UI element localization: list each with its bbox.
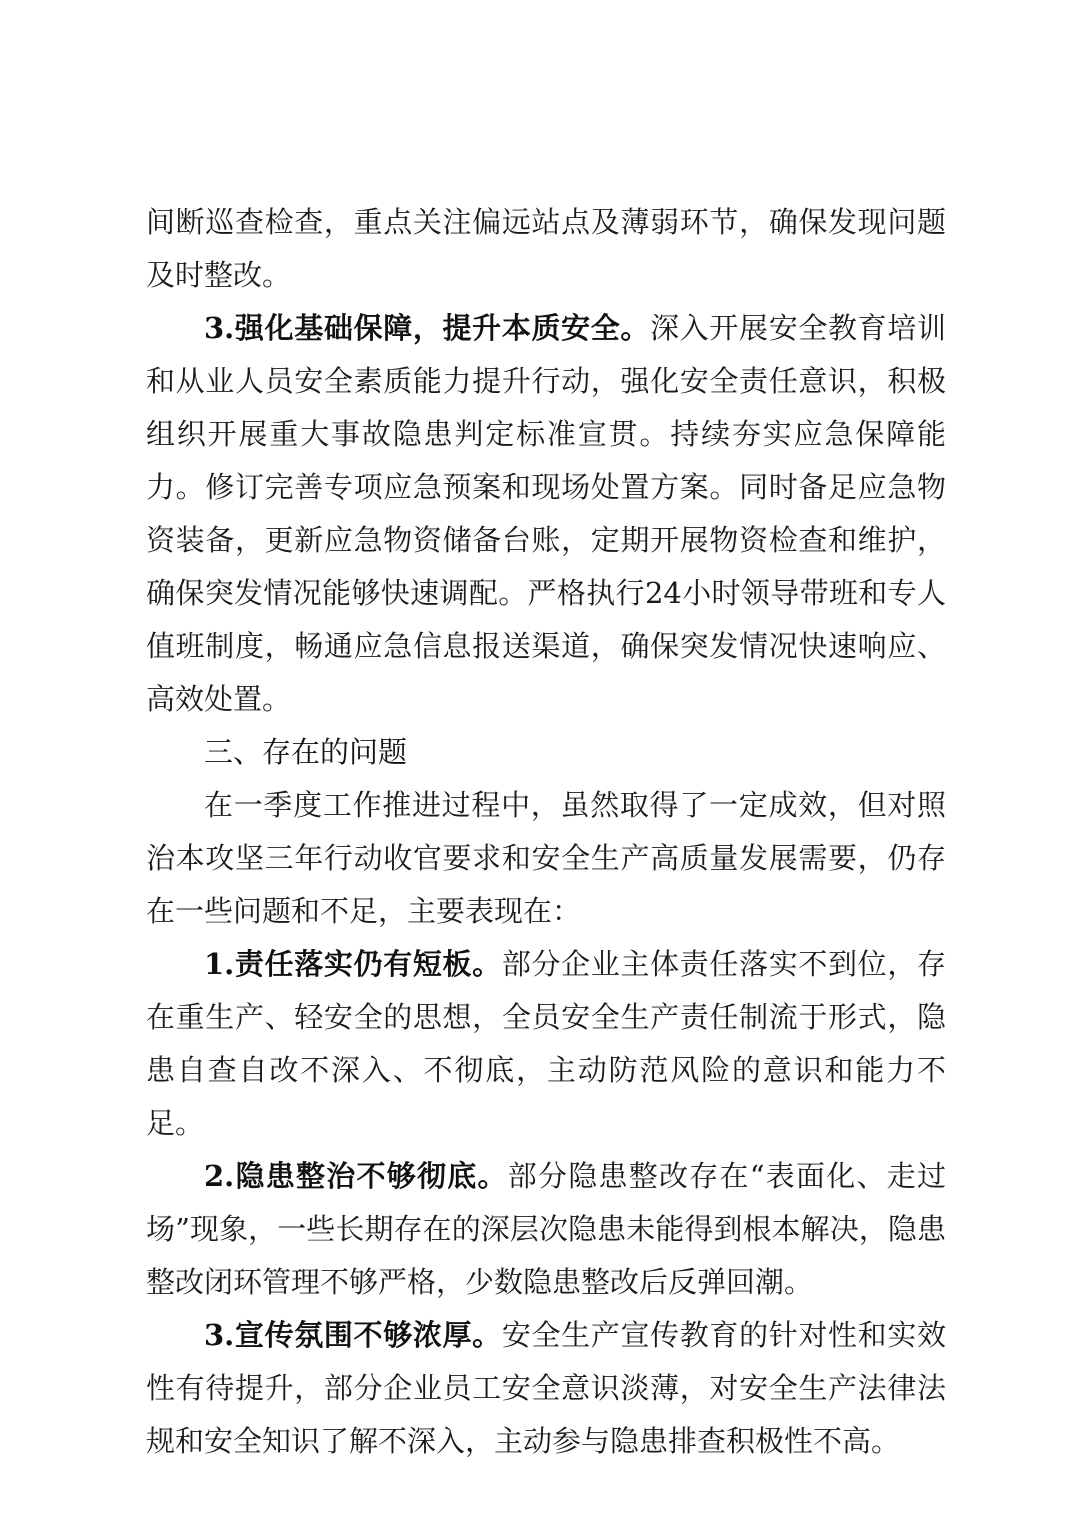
paragraph-responsibility [146,938,946,1150]
section-heading: 三、存在的问题 [204,735,408,769]
paragraph-lead: 3.强化基础保障，提升本质安全。 [204,311,651,345]
paragraph-lead: 2.隐患整治不够彻底。 [204,1159,508,1193]
paragraph-continuation: 间断巡查检查，重点关注偏远站点及薄弱环节，确保发现问题及时整改。 [146,205,946,292]
paragraph-text: 部分隐患整改存在“表面化、走过场”现象，一些长期存在的深层次隐患未能得到根本解决，隐患整改闭环管理不够严格，少数隐患整改后反弹回潮。 [146,1159,946,1299]
paragraph-intro-problems: 在一季度工作推进过程中，虽然取得了一定成效，但对照治本攻坚三年行动收官要求和安全生产高质量发展需要，仍存在一些问题和不足，主要表现在： [146,788,946,928]
paragraph-text: 部分企业主体责任落实不到位，存在重生产、轻安全的思想，全员安全生产责任制流于形式，隐患自查自改不深入、不彻底，主动防范风险的意识和能力不足。 [146,947,946,1140]
paragraph-text: 安全生产宣传教育的针对性和实效性有待提升，部分企业员工安全意识淡薄，对安全生产法律法规和安全知识了解不深入，主动参与隐患排查积极性不高。 [146,1318,946,1458]
paragraph-lead: 1.责任落实仍有短板。 [204,947,502,981]
paragraph-publicity [146,1309,946,1468]
paragraph-lead: 3.宣传氛围不够浓厚。 [204,1318,502,1352]
paragraph-strengthen-foundation [146,302,946,726]
document-body [146,196,946,1468]
paragraph-text: 深入开展安全教育培训和从业人员安全素质能力提升行动，强化安全责任意识，积极组织开展重大事故隐患判定标准宣贯。持续夯实应急保障能力。修订完善专项应急预案和现场处置方案。同时备足应急物资装备，更新应急物资储备台账，定期开展物资检查和维护，确保突发情况能够快速调配。严格执行24小时领导带班和专人值班制度，畅通应急信息报送渠道，确保突发情况快速响应、高效处置。 [146,311,946,716]
paragraph-hazard-rectification [146,1150,946,1309]
